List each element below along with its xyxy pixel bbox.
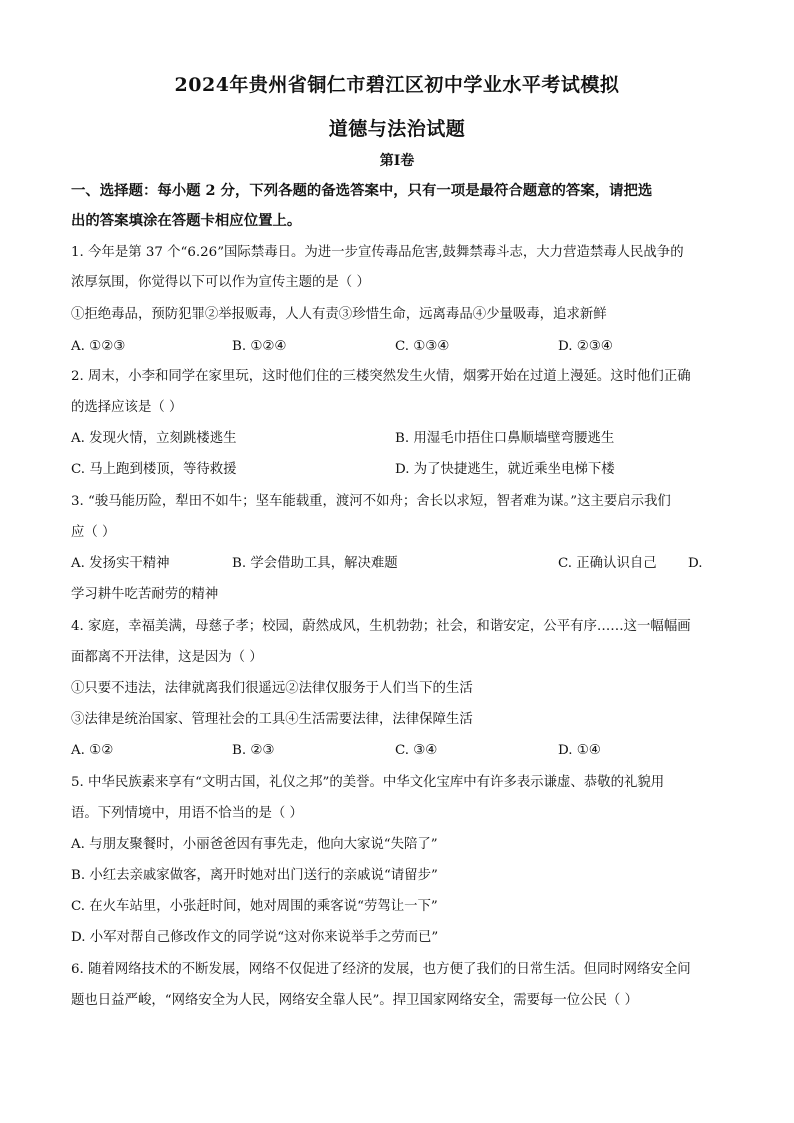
q3-option-b: B. 学会借助工具，解决难题 xyxy=(232,556,398,571)
volume-label: 第Ⅰ卷 xyxy=(379,153,415,169)
q4-option-a: A. ①② xyxy=(71,743,114,758)
q2-stem-line1: 2. 周末，小李和同学在家里玩，这时他们住的三楼突然发生火情，烟雾开始在过道上漫延。这时他们正确 xyxy=(71,369,691,384)
q4-option-c: C. ③④ xyxy=(395,743,438,758)
section-instruction-line1: 一、选择题：每小题 2 分，下列各题的备选答案中，只有一项是最符合题意的答案，请把选 xyxy=(71,182,653,199)
q2-option-d: D. 为了快捷逃生，就近乘坐电梯下楼 xyxy=(395,462,615,477)
q1-stem-line2: 浓厚氛围，你觉得以下可以作为宣传主题的是（ ） xyxy=(71,275,370,290)
q3-stem-line1: 3. “骏马能历险，犁田不如牛；坚车能载重，渡河不如舟；舍长以求短，智者难为谋。”这主要启示我们 xyxy=(71,494,671,509)
q6-stem-line1: 6. 随着网络技术的不断发展，网络不仅促进了经济的发展，也方便了我们的日常生活。但同时网络安全问 xyxy=(71,962,691,977)
q1-items: ①拒绝毒品，预防犯罪②举报贩毒，人人有责③珍惜生命，远离毒品④少量吸毒，追求新鲜 xyxy=(71,307,607,322)
q1-option-d: D. ②③④ xyxy=(558,339,613,354)
q2-option-a: A. 发现火情，立刻跳楼逃生 xyxy=(71,431,237,446)
q4-items-line2: ③法律是统治国家、管理社会的工具④生活需要法律，法律保障生活 xyxy=(71,712,473,727)
section-instruction-line2: 出的答案填涂在答题卡相应位置上。 xyxy=(71,212,302,229)
exam-title: 2024年贵州省铜仁市碧江区初中学业水平考试模拟 xyxy=(174,74,620,96)
q3-stem-line2: 应（ ） xyxy=(71,525,116,540)
q4-stem-line1: 4. 家庭，幸福美满，母慈子孝；校园，蔚然成风，生机勃勃；社会，和谐安定，公平有序……这一幅幅画 xyxy=(71,619,691,634)
q1-option-c: C. ①③④ xyxy=(395,339,450,354)
q5-option-c: C. 在火车站里，小张赶时间，她对周围的乘客说“劳驾让一下” xyxy=(71,899,438,914)
q4-option-d: D. ①④ xyxy=(558,743,601,758)
q5-stem-line1: 5. 中华民族素来享有“文明古国，礼仪之邦”的美誉。中华文化宝库中有许多表示谦虚、恭敬的礼貌用 xyxy=(71,775,665,790)
q1-option-a: A. ①②③ xyxy=(71,339,126,354)
q6-stem-line2: 题也日益严峻，“网络安全为人民，网络安全靠人民”。捍卫国家网络安全，需要每一位公民（ ） xyxy=(71,993,638,1008)
q2-stem-line2: 的选择应该是（ ） xyxy=(71,400,183,415)
q3-option-d: D. xyxy=(688,556,703,571)
q4-stem-line2: 面都离不开法律，这是因为（ ） xyxy=(71,650,263,665)
q5-option-b: B. 小红去亲戚家做客，离开时她对出门送行的亲戚说“请留步” xyxy=(71,868,438,883)
q5-stem-line2: 语。下列情境中，用语不恰当的是（ ） xyxy=(71,806,303,821)
q3-option-a: A. 发扬实干精神 xyxy=(71,556,170,571)
q1-option-b: B. ①②④ xyxy=(232,339,287,354)
q5-option-d: D. 小军对帮自己修改作文的同学说“这对你来说举手之劳而已” xyxy=(71,930,439,945)
q5-option-a: A. 与朋友聚餐时，小丽爸爸因有事先走，他向大家说“失陪了” xyxy=(71,837,438,852)
subject-title: 道德与法治试题 xyxy=(328,118,466,140)
q3-option-c: C. 正确认识自己 xyxy=(558,556,657,571)
q4-option-b: B. ②③ xyxy=(232,743,275,758)
q3-option-d-text: 学习耕牛吃苦耐劳的精神 xyxy=(71,587,219,602)
q2-option-b: B. 用湿毛巾捂住口鼻顺墙壁弯腰逃生 xyxy=(395,431,615,446)
q4-items-line1: ①只要不违法，法律就离我们很遥远②法律仅服务于人们当下的生活 xyxy=(71,681,473,696)
q2-option-c: C. 马上跑到楼顶，等待救援 xyxy=(71,462,237,477)
q1-stem-line1: 1. 今年是第 37 个“6.26”国际禁毒日。为进一步宣传毒品危害,鼓舞禁毒斗志，大力营造禁毒人民战争的 xyxy=(71,245,684,260)
